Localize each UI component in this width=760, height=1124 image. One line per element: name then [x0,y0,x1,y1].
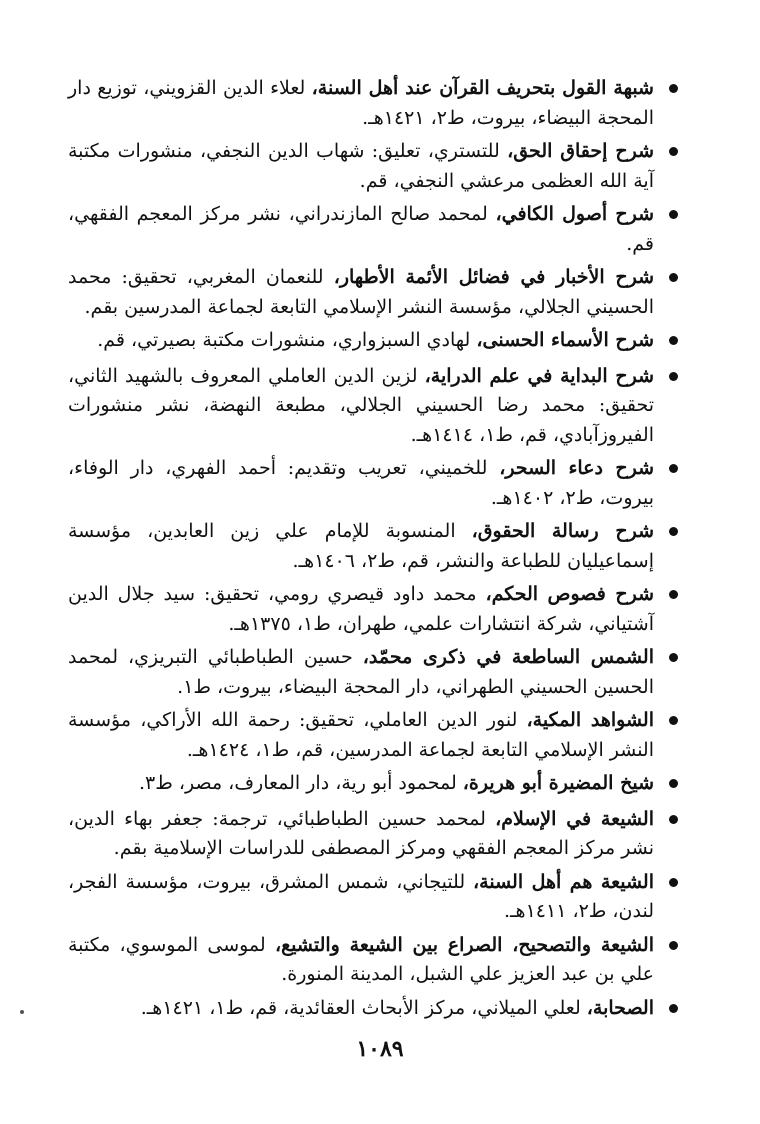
entry-title: شرح أصول الكافي، [495,203,654,225]
scan-dot-icon [20,1010,24,1014]
entry-title: شرح دعاء السحر، [499,457,654,479]
entry-details: لمحمد حسين الطباطبائي، ترجمة: جعفر بهاء الدين، نشر مركز المعجم الفقهي ومركز المصطفى للدراسات الإسلامية بقم. [68,807,654,859]
bibliography-entry [68,868,680,927]
entry-details: لزين الدين العاملي المعروف بالشهيد الثاني، تحقيق: محمد رضا الحسيني الجلالي، مطبعة النهضة، نشر منشورات الفيروزآبادي، قم، ط١، ١٤١٤هـ. [68,364,654,446]
bibliography-entry [68,137,680,196]
entry-details: محمد داود قيصري رومي، تحقيق: سيد جلال الدين آشتياني، شركة انتشارات علمي، طهران، ط١، ١٣٧٥هـ. [68,583,654,635]
entry-details: للتيجاني، شمس المشرق، بيروت، مؤسسة الفجر، لندن، ط٢، ١٤١١هـ. [68,870,654,922]
bullet-icon [669,336,678,345]
entry-details: لعلي الميلاني، مركز الأبحاث العقائدية، قم، ط١، ١٤٢١هـ. [140,996,581,1019]
bullet-icon [669,716,678,725]
entry-title: شرح إحقاق الحق، [507,140,655,162]
entry-details: للنعمان المغربي، تحقيق: محمد الحسيني الجلالي، مؤسسة النشر الإسلامي التابعة لجماعة المدرسين بقم. [68,266,654,318]
bullet-icon [669,147,678,156]
bibliography-entry [68,362,680,451]
bibliography-list [68,74,680,1029]
bibliography-entry [68,706,680,765]
entry-title: الشيعة في الإسلام، [495,807,654,830]
entry-title: شرح الأخبار في فضائل الأئمة الأطهار، [333,266,654,288]
bullet-icon [669,653,678,662]
entry-details: حسين الطباطبائي التبريزي، لمحمد الحسين الحسيني الطهراني، دار المحجة البيضاء، بيروت، ط١. [68,646,654,698]
entry-title: الشمس الساطعة في ذكرى محمّد، [362,646,654,668]
bibliography-entry [68,454,680,513]
bullet-icon [669,210,678,219]
bibliography-entry [68,74,680,133]
bibliography-entry [68,326,680,356]
entry-details: لهادي السبزواري، منشورات مكتبة بصيرتي، قم. [97,329,471,351]
entry-title: الشواهد المكية، [526,709,654,731]
bullet-icon [669,941,678,950]
entry-title: الشيعة والتصحيح، الصراع بين الشيعة والتشيع، [274,933,654,956]
bullet-icon [669,273,678,282]
bullet-icon [669,464,678,473]
entry-details: للتستري، تعليق: شهاب الدين النجفي، منشورات مكتبة آية الله العظمى مرعشي النجفي، قم. [68,140,654,192]
entry-details: لمحمود أبو رية، دار المعارف، مصر، ط٣. [139,772,457,794]
entry-title: شرح البداية في علم الدراية، [424,364,655,387]
bibliography-entry [68,769,680,799]
bibliography-entry [68,580,680,639]
entry-details: للخميني، تعريب وتقديم: أحمد الفهري، دار الوفاء، بيروت، ط٢، ١٤٠٢هـ. [68,457,654,509]
bibliography-entry [68,994,680,1024]
entry-title: شرح رسالة الحقوق، [471,520,654,542]
entry-title: شبهة القول بتحريف القرآن عند أهل السنة، [311,77,654,99]
bibliography-entry [68,931,680,990]
entry-details: لمحمد صالح المازندراني، نشر مركز المعجم الفقهي، قم. [68,203,654,255]
bullet-icon [669,590,678,599]
bibliography-entry [68,643,680,702]
bullet-icon [669,1004,678,1013]
bibliography-entry [68,200,680,259]
entry-title: شرح الأسماء الحسنى، [476,329,654,351]
bullet-icon [669,84,678,93]
entry-title: الصحابة، [586,996,654,1019]
entry-title: شيخ المضيرة أبو هريرة، [462,772,654,794]
bullet-icon [669,527,678,536]
entry-details: المنسوبة للإمام علي زين العابدين، مؤسسة إسماعيليان للطباعة والنشر، قم، ط٢، ١٤٠٦هـ. [68,520,654,572]
bullet-icon [669,372,678,381]
bullet-icon [669,815,678,824]
bibliography-entry [68,805,680,864]
entry-title: الشيعة هم أهل السنة، [473,870,654,893]
entry-details: لنور الدين العاملي، تحقيق: رحمة الله الأراكي، مؤسسة النشر الإسلامي التابعة لجماعة المدرسين، قم، ط١، ١٤٢٤هـ. [68,709,654,761]
entry-details: لموسى الموسوي، مكتبة علي بن عبد العزيز علي الشبل، المدينة المنورة. [68,933,654,985]
bullet-icon [669,779,678,788]
bibliography-entry [68,263,680,322]
entry-title: شرح فصوص الحكم، [485,583,654,605]
bibliography-entry [68,517,680,576]
bullet-icon [669,878,678,887]
page-number: ١٠٨٩ [356,1036,404,1062]
entry-details: لعلاء الدين القزويني، توزيع دار المحجة البيضاء، بيروت، ط٢، ١٤٢١هـ. [68,77,654,129]
